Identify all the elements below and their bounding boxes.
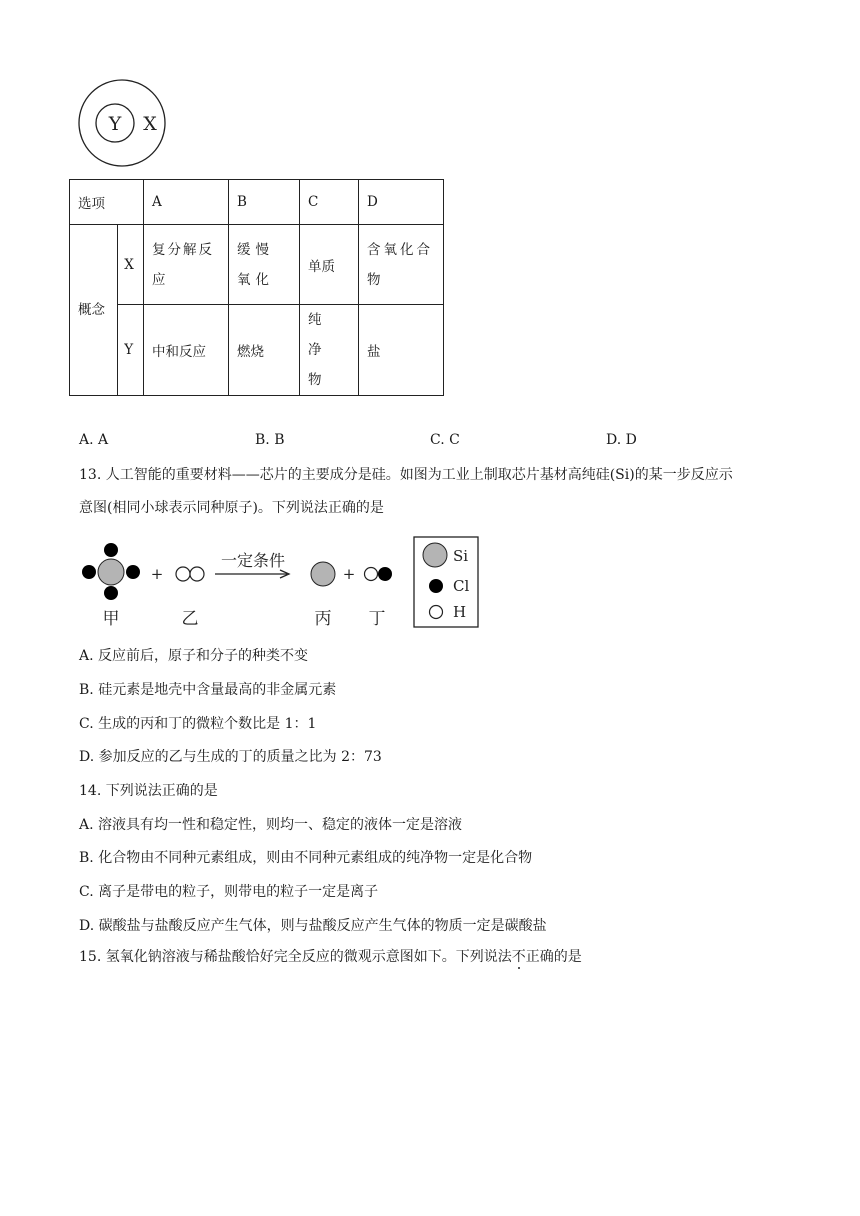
q13-option-a: A. 反应前后，原子和分子的种类不变 [79,648,309,664]
label-jia: 甲 [102,609,120,629]
row-key: X [118,225,144,305]
venn-label-x: X [143,113,157,135]
table-cell: 缓慢氧化 [229,225,300,305]
cl-atom [126,565,140,579]
table-row [70,305,444,396]
label-ding: 丁 [368,609,386,629]
q15-stem [79,947,582,967]
venn-diagram [77,76,167,170]
table-cell: 含氧化合物 [359,225,444,305]
table-cell: 复分解反应 [144,225,229,305]
cl-atom [104,586,118,600]
label-bing: 丙 [314,609,332,629]
header-cell: D [359,180,444,225]
venn-label-y: Y [108,113,122,135]
h-atom [176,567,190,581]
q15-stem-before: 15. 氢氧化钠溶液与稀盐酸恰好完全反应的微观示意图如下。下列说法 [79,949,512,965]
h-atom [365,568,378,581]
q13-option-c: C. 生成的丙和丁的微粒个数比是 1：1 [79,716,317,732]
q12-option-c: C. C [430,432,460,448]
legend-si-label: Si [453,547,469,565]
group-label: 概念 [70,225,118,396]
plus-sign: + [342,565,356,583]
cl-atom [82,565,96,579]
table-header-row [70,180,444,225]
table-cell: 单质 [300,225,359,305]
q14-stem: 14. 下列说法正确的是 [79,783,218,799]
label-yi: 乙 [181,609,199,629]
q14-option-c: C. 离子是带电的粒子，则带电的粒子一定是离子 [79,884,379,900]
q12-option-b: B. B [255,432,285,448]
table-cell: 中和反应 [144,305,229,396]
q13-stem-line1: 13. 人工智能的重要材料——芯片的主要成分是硅。如图为工业上制取芯片基材高纯硅(Si)的某一步反应示 [79,467,733,483]
header-cell: B [229,180,300,225]
legend-h-swatch [430,606,443,619]
plus-sign: + [150,565,164,583]
table-cell: 盐 [359,305,444,396]
q14-option-b: B. 化合物由不同种元素组成，则由不同种元素组成的纯净物一定是化合物 [79,850,533,866]
header-cell: 选项 [70,180,144,225]
molecule-bing [311,562,335,586]
legend-h-label: H [453,603,467,621]
legend-si-swatch [423,543,447,567]
q12-option-d: D. D [606,432,637,448]
header-cell: C [300,180,359,225]
molecule-ding [365,567,393,581]
header-cell: A [144,180,229,225]
molecule-yi [176,567,204,581]
concept-table [69,179,444,396]
arrow-label: 一定条件 [220,551,286,570]
table-row [70,225,444,305]
cl-atom [378,567,392,581]
row-key: Y [118,305,144,396]
reaction-diagram [76,535,486,633]
cl-atom [104,543,118,557]
q13-option-d: D. 参加反应的乙与生成的丁的质量之比为 2：73 [79,749,382,765]
q13-stem-line2: 意图(相同小球表示同种原子)。下列说法正确的是 [79,500,384,516]
h-atom [190,567,204,581]
q14-option-d: D. 碳酸盐与盐酸反应产生气体，则与盐酸反应产生气体的物质一定是碳酸盐 [79,918,547,934]
si-atom [98,559,124,585]
q12-option-a: A. A [79,432,109,448]
q15-stem-after: 正确的是 [525,949,582,965]
table-cell: 纯净物 [300,305,359,396]
q13-option-b: B. 硅元素是地壳中含量最高的非金属元素 [79,682,337,698]
molecule-jia [82,543,140,600]
legend-cl-label: Cl [453,577,470,595]
legend-cl-swatch [429,579,443,593]
table-cell: 燃烧 [229,305,300,396]
q15-emphasis-not: 不 [511,949,526,965]
legend-box [414,537,478,627]
q14-option-a: A. 溶液具有均一性和稳定性，则均一、稳定的液体一定是溶液 [79,817,463,833]
